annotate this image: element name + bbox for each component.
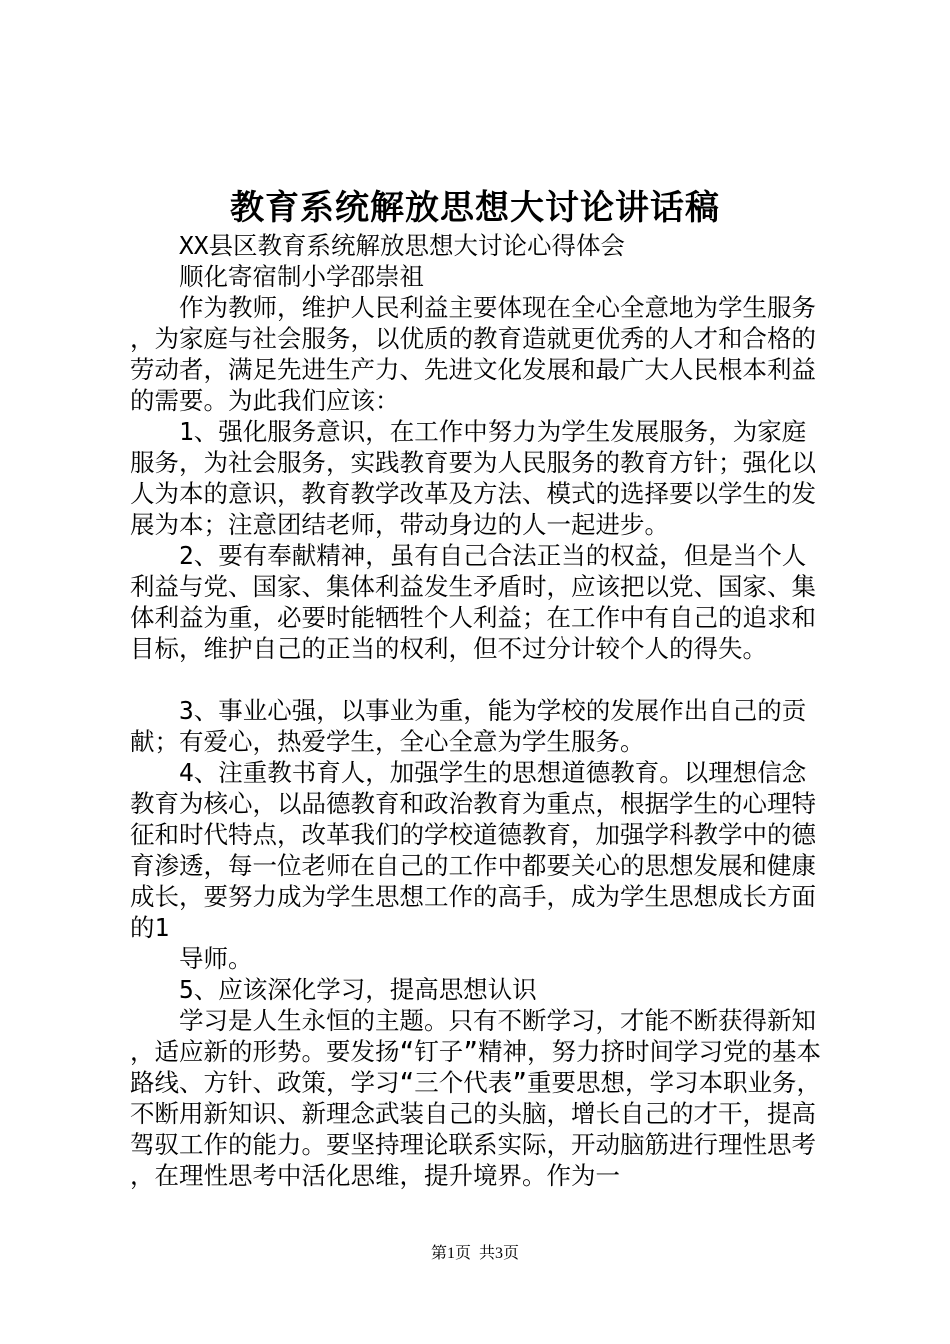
paragraph-point-1: 1、强化服务意识，在工作中努力为学生发展服务，为家庭服务，为社会服务，实践教育要为人民服务的教育方针；强化以人为本的意识，教育教学改革及方法、模式的选择要以学生的发展为本；注意团结老师，带动身边的人一起进步。 bbox=[130, 417, 816, 539]
paragraph-point-5-body: 学习是人生永恒的主题。只有不断学习，才能不断获得新知，适应新的形势。要发扬“钉子”精神，努力挤时间学习党的基本路线、方针、政策，学习“三个代表”重要思想，学习本职业务，不断用新知识、新理念武装自己的头脑，增长自己的才干，提高驾驭工作的能力。要坚持理论联系实际，开动脑筋进行理性思考，在理性思考中活化思维，提升境界。作为一 bbox=[130, 1006, 821, 1190]
paragraph-point-4: 4、注重教书育人，加强学生的思想道德教育。以理想信念教育为核心，以品德教育和政治教育为重点，根据学生的心理特征和时代特点，改革我们的学校道德教育，加强学科教学中的德育渗透，每一位老师在自己的工作中都要关心的思想发展和健康成长，要努力成为学生思想工作的高手，成为学生思想成长方面的1 bbox=[130, 758, 816, 942]
paragraph-intro: 作为教师，维护人民利益主要体现在全心全意地为学生服务，为家庭与社会服务，以优质的教育造就更优秀的人才和合格的劳动者，满足先进生产力、先进文化发展和最广大人民根本利益的需要。为此我们应该： bbox=[130, 293, 816, 415]
page-footer bbox=[0, 1242, 950, 1266]
paragraph-subtitle: XX县区教育系统解放思想大讨论心得体会 bbox=[179, 231, 625, 260]
document-title: 教育系统解放思想大讨论讲话稿 bbox=[230, 188, 720, 228]
document-body bbox=[130, 230, 830, 1191]
paragraph-point-2: 2、要有奉献精神，虽有自己合法正当的权益，但是当个人利益与党、国家、集体利益发生矛盾时，应该把以党、国家、集体利益为重，必要时能牺牲个人利益；在工作中有自己的追求和目标，维护自己的正当的权利，但不过分计较个人的得失。 bbox=[130, 541, 816, 663]
paragraph-point-3: 3、事业心强，以事业为重，能为学校的发展作出自己的贡献；有爱心，热爱学生，全心全意为学生服务。 bbox=[130, 696, 807, 756]
paragraph-point-5-heading: 5、应该深化学习，提高思想认识 bbox=[179, 975, 537, 1004]
page-number: 第1页 bbox=[430, 1245, 471, 1262]
paragraph-point-4-continued: 导师。 bbox=[179, 944, 253, 973]
page-total: 共3页 bbox=[479, 1245, 520, 1262]
paragraph-author: 顺化寄宿制小学邵崇祖 bbox=[179, 262, 424, 291]
